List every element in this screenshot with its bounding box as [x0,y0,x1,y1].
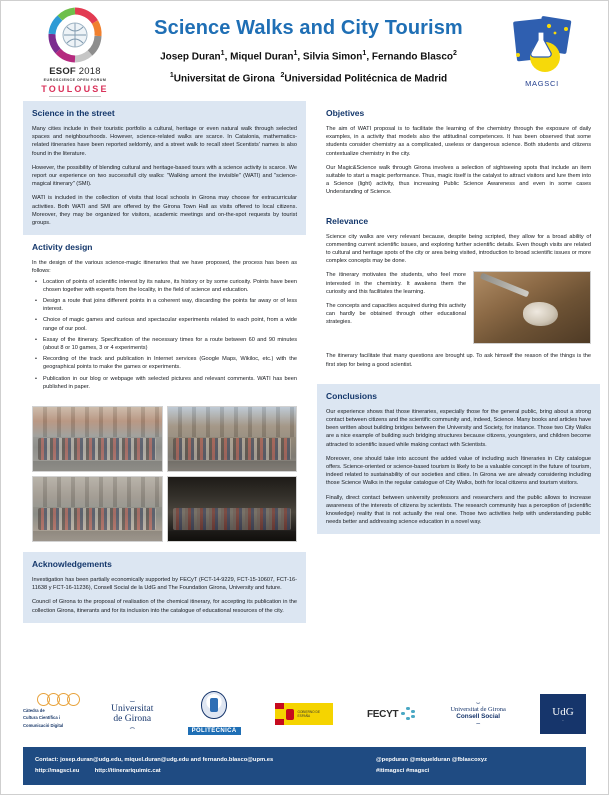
author-2: , Miquel Duran [224,51,294,63]
author-list [125,47,492,64]
esof-divider [49,96,101,97]
catedra-line-3: Comunicació Digital [23,722,64,728]
section-heading: Objetives [326,108,365,118]
right-column [317,101,600,623]
paragraph: Our Magic&Science walk through Girona involves a selection of sightseeing spots that include an item suitable to start a magic performance. Thus, magic itself is the catalyst to attract visitors and lure them into a Science (light) activity, thus increasing Public Science Awareness and even in some cases Understanding of Science. [326,164,591,196]
list-item: • Location of points of scientific interest by its nature, its history or by some curiosity. Points have been chosen together with experts from the locality, in the field of science and education. [43,278,297,294]
footer-left [35,755,376,777]
list-item: • Essay of the itinerary. Specification of the necessary times for a route between 60 and 90 minutes (about 8 or 10 games, 3 or 4 experiments) [43,336,297,352]
rings-icon [37,693,77,706]
photo-rock-detail [473,271,591,344]
politecnica-madrid-logo [188,693,241,735]
consell-line-1: Universitat de Girona [450,705,506,713]
affiliation-list [125,69,492,86]
magsci-label: MAGSCI [525,78,559,88]
list-item: • Choice of magic games and curious and spectacular experiments related to each point, from a wide range of our pool. [43,316,297,332]
section-heading: Conclusions [326,390,378,401]
author-3: , Silvia Simon [297,51,363,63]
affiliation-2: Universidad Politécnica de Madrid [284,72,448,84]
fecyt-logo [367,693,416,735]
fecyt-label: FECYT [366,708,399,720]
udg-line-2: de Girona [113,714,152,724]
photo-collage [23,402,306,542]
paragraph: WATI is included in the collection of visits that local schools in Girona may choose for extracurricular activities. Both WATI and SMI are offered by the Girona Town Hall as visits offered to local citizens. Moreover, they may be organized for visitors, academic meetings and on-the-spot requests by tourist groups. [32,195,297,227]
esof-wordmark [29,66,121,77]
footer-right [376,755,574,777]
list-item: • Design a route that joins different points in a coherent way, discarding the points far away or of less interest. [43,297,297,313]
poster-header [1,1,608,101]
catedra-cultura-cientifica-logo [23,693,77,735]
consell-line-2: Consell Social [456,712,500,720]
magsci-logo [496,15,588,88]
section-objetives [317,101,600,205]
paragraph: The itinerary motivates the students, who feel more interested in the chemistry. It awakens them the curiosity and this facilitates the learning. [326,272,466,295]
esof-year: 2018 [78,65,101,77]
brace-bottom-icon: ⌢ [475,719,481,727]
paragraph: However, the possibility of blending cultural and heritage-based tours with a science activity is scarce. We report our experience on two successfull city walks: "Walking amont the invisible" (WATI) and "science-magical itinerary" (SMI). [32,164,297,188]
footer-urls[interactable] [35,766,376,777]
link-itinerariquimic[interactable]: http://itinerariquimic.cat [94,768,161,774]
spanish-flag-icon [275,703,284,725]
footer-social-handles[interactable]: @pepduran @miquelduran @fblascoxyz [376,757,488,763]
activity-design-bullets [32,278,297,391]
affiliation-1-sup: 1 [169,71,174,79]
udg-line-1: Universitat [111,703,154,714]
link-magsci[interactable]: http://magsci.eu [35,768,80,774]
author-4: , Fernando Blasco [366,51,453,63]
paragraph: Investigation has been partially economically supported by FECyT (FCT-14-9229, FCT-15-10607, FCT-16-11638 y FCT-16-11236), Consell Social de la UdG and The Foundation Girona, University and future. [32,577,297,592]
gobierno-text: GOBIERNO DE ESPAÑA [297,710,320,718]
universitat-de-girona-logo [111,693,153,735]
list-item: • Publication in our blog or webpage with selected pictures and relevant comments. WATI has been published in paper. [43,375,297,391]
paragraph: The concepts and capacities acquired during this activity can hardly be obtained through other educational strategies. [326,303,466,326]
photo-cathedral-square-group [167,406,298,472]
paragraph: Moreover, one should take into account the added value of including such Itineraries in City catalogue offers. Science-oriented or science-based tourism is likely to be a valuable concept in the future of tourism, indeed related to sustainability of our societies and cities. In Girona we are already considering including those Science Walks in the regular catalogue of City Walks, both for local citizens and tourism visitors. [326,455,591,487]
paragraph: The itinerary facilitate that many questions are brought up. To ask himself the reason of the things is the first step for being a good scientist. [326,353,591,368]
list-item: • Recording of the track and publication in Internet services (Google Maps, Wikiloc, etc.) with the geographical points to make the games or experiments. [43,355,297,371]
brace-bottom-icon: ⌢ [129,721,136,732]
brace-top-icon: ⌣ [129,695,136,706]
contact-footer [23,747,586,785]
poster-columns [1,101,608,623]
coat-of-arms-icon [286,709,295,720]
brace-top-icon: ⌣ [475,699,481,707]
author-2-sup: 1 [293,50,298,58]
consell-social-udg-logo [450,693,505,735]
footer-hashtags[interactable]: #itimagsci #magsci [376,768,430,774]
section-activity-design [23,235,306,402]
paragraph: Our experience shows that those itineraries, especially those for the general public, bring about a strong contact between citizens and the scientific community and, indeed, Science. Many books and articles have been written about building bridges between the University and Society, for instance. Those two City Walks are a nice example of building such bridging structures because citizens, youngsters, and children become attracted to scientific issued while making contact with Scientists. [326,408,591,448]
section-acknowledgements [23,552,306,623]
paragraph: The aim of WATI proposal is to facilitate the learning of the chemistry through the exposure of daily examples, in a activity that models also the attitudinal competences. It has been observed that some students consider chemistry as a complicated, useless or dangerous science. Both students and citizens contextualize chemistry in the city. [326,126,591,157]
photo-street-group [32,406,163,472]
udg-badge-label: UdG [552,705,574,718]
esof-2018-logo [29,6,121,97]
section-heading: Science in the street [32,108,115,118]
esof-ring-icon [46,6,104,64]
esof-subtitle: EUROSCIENCE OPEN FORUM [43,77,107,82]
esof-city: TOULOUSE [41,83,109,94]
author-4-sup: 2 [453,50,457,58]
sponsor-logo-bar [23,691,586,737]
author-1: Josep Duran [160,51,221,63]
author-1-sup: 1 [220,50,225,58]
paragraph: Many cities include in their touristic portfolio a cultural, heritage or even natural walk through selected spaces and neighbourhoods. However, science-related walks are scarce. In Catalonia, mathematics-related itineraries have been reported seldomly, and a street walk to recall steet Scentists' names is also found in the literature. [32,126,297,157]
catedra-line-1: Càtedra de [23,708,45,713]
section-heading: Acknowledgements [32,559,112,570]
magsci-mark-icon [509,15,575,77]
section-relevance [317,205,600,377]
paragraph: Council of Girona to the proposal of realisation of the chemical itinerary, for accepting its publication in the collection Girona, itinerants and for its inclusion into the catalogue of educational resources of the city. [32,599,297,614]
esof-name: ESOF [49,65,76,77]
catedra-line-2: Cultura Científica i [23,715,60,721]
molecule-icon [400,705,416,723]
gobierno-espana-logo [275,703,333,725]
page-title: Science Walks and City Tourism [154,17,463,40]
paragraph: Finally, direct contact between university professors and researchers and the public allows to increase awareness of the interests of citizens by scientists. The research community has a perception of (scientific knowledge) reality that is not actually the real one. Those two activities help with understanding public needs better and addressing science education in a novel way. [326,494,591,526]
section-heading: Relevance [326,215,369,226]
section-heading: Activity design [32,242,93,253]
footer-contact-line: Contact: josep.duran@udg.edu, miquel.duran@udg.edu and fernando.blasco@upm.es [35,757,274,763]
crest-icon [201,691,227,719]
photo-indoor-group [167,476,298,542]
politecnica-label: POLITÉCNICA [188,727,241,735]
photo-fountain-activity [32,476,163,542]
udg-badge-sub: ⌣ [561,717,565,722]
author-3-sup: 1 [362,50,367,58]
title-block [121,16,496,86]
affiliation-2-sup: 2 [280,71,285,79]
udg-badge-logo [540,693,586,735]
affiliation-1: Universitat de Girona [173,72,275,84]
left-column [23,101,306,623]
section-conclusions [317,384,600,535]
paragraph: In the design of the various science-magic itineraries that we have proposed, the process has been as follows: [32,260,297,275]
paragraph: Science city walks are very relevant because, despite being scripted, they allow for a broad ability of commenting current scientific issues, and exploring further scientific details. Even though visits are related to cultural and heritage spots of the city or area being visited, introduction to broad scientific issues or more complex concepts may be done. [326,233,591,265]
section-science-in-the-street [23,101,306,235]
